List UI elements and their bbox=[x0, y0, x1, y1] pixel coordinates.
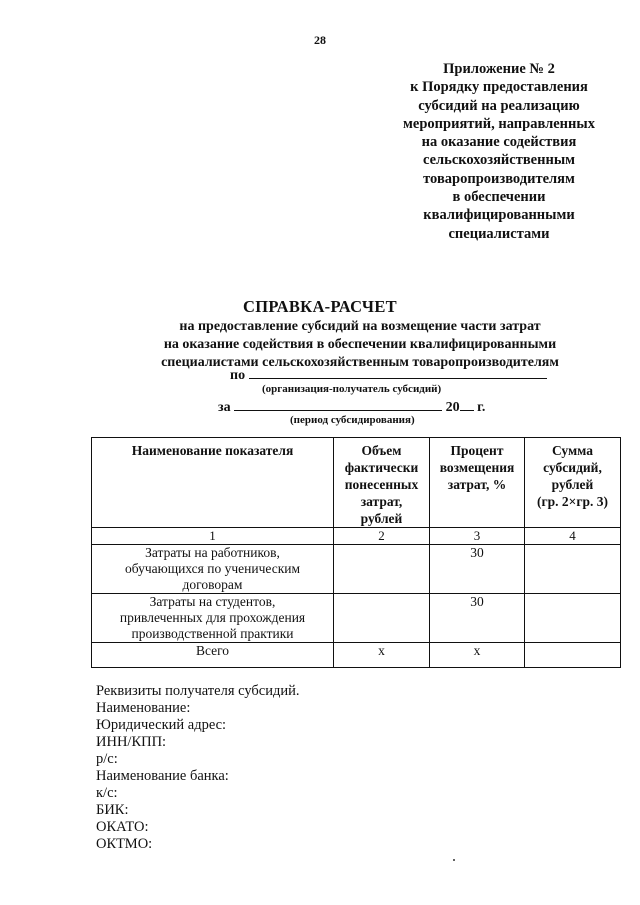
header-indicator-name: Наименование показателя bbox=[92, 438, 334, 528]
requisite-oktmo: ОКТМО: bbox=[96, 836, 153, 852]
table-row bbox=[92, 545, 621, 594]
row-volume-cell[interactable] bbox=[334, 545, 430, 594]
appendix-line: Приложение № 2 bbox=[443, 61, 555, 77]
calculation-table bbox=[91, 437, 621, 668]
recipient-requisites bbox=[96, 683, 300, 853]
organization-hint: (организация-получатель субсидий) bbox=[262, 383, 442, 395]
requisite-settlement-account: р/с: bbox=[96, 751, 118, 767]
requisites-heading: Реквизиты получателя субсидий. bbox=[96, 683, 300, 699]
row-volume-cell[interactable] bbox=[334, 594, 430, 643]
total-volume-cell: х bbox=[334, 643, 430, 668]
appendix-block bbox=[374, 60, 624, 243]
appendix-line: специалистами bbox=[448, 225, 550, 242]
scan-speck bbox=[453, 859, 455, 861]
subtitle-line: специалистами сельскохозяйственным товаропроизводителям bbox=[161, 355, 559, 370]
table-row bbox=[92, 594, 621, 643]
appendix-line: к Порядку предоставления bbox=[410, 79, 588, 96]
row-sum-cell[interactable] bbox=[525, 545, 621, 594]
header-subsidy-sum: Сумма субсидий, рублей (гр. 2×гр. 3) bbox=[525, 438, 621, 528]
requisite-bik: БИК: bbox=[96, 802, 129, 818]
period-field[interactable] bbox=[234, 398, 442, 411]
header-reimbursement-percent: Процент возмещения затрат, % bbox=[430, 438, 525, 528]
organization-field[interactable] bbox=[249, 366, 547, 379]
requisite-okato: ОКАТО: bbox=[96, 819, 149, 835]
appendix-line: в обеспечении bbox=[452, 189, 546, 206]
column-number-row bbox=[92, 528, 621, 545]
row-indicator-name: Затраты на студентов, привлеченных для прохождения производственной практики bbox=[92, 594, 334, 643]
column-number: 4 bbox=[525, 528, 621, 545]
requisite-correspondent-account: к/с: bbox=[96, 785, 118, 801]
requisite-bank-name: Наименование банка: bbox=[96, 768, 229, 784]
total-percent-cell: х bbox=[430, 643, 525, 668]
table-total-row bbox=[92, 643, 621, 668]
requisite-name: Наименование: bbox=[96, 700, 191, 716]
year-field[interactable] bbox=[460, 398, 474, 411]
requisite-legal-address: Юридический адрес: bbox=[96, 717, 227, 733]
period-prefix: за bbox=[218, 400, 231, 415]
period-suffix: г. bbox=[477, 400, 486, 415]
subtitle-line: на предоставление субсидий на возмещение части затрат bbox=[179, 319, 541, 334]
column-number: 1 bbox=[92, 528, 334, 545]
appendix-line: сельскохозяйственным bbox=[422, 152, 576, 169]
header-actual-costs: Объем фактически понесенных затрат, рублей bbox=[334, 438, 430, 528]
organization-prefix: по bbox=[230, 368, 246, 383]
organization-line bbox=[230, 366, 547, 384]
subtitle-line: на оказание содействия в обеспечении квалифицированными bbox=[163, 337, 557, 352]
row-indicator-name: Затраты на работников, обучающихся по ученическим договорам bbox=[92, 545, 334, 594]
appendix-line: на оказание содействия bbox=[421, 134, 577, 151]
row-indicator-name: Всего bbox=[92, 643, 334, 668]
table-header-row bbox=[92, 438, 621, 528]
total-sum-cell[interactable] bbox=[525, 643, 621, 668]
column-number: 3 bbox=[430, 528, 525, 545]
document-subtitle bbox=[0, 318, 640, 372]
page-number: 28 bbox=[314, 33, 326, 47]
row-sum-cell[interactable] bbox=[525, 594, 621, 643]
appendix-line: субсидий на реализацию bbox=[418, 97, 580, 114]
row-percent-cell: 30 bbox=[430, 594, 525, 643]
document-title: СПРАВКА-РАСЧЕТ bbox=[243, 297, 397, 316]
column-number: 2 bbox=[334, 528, 430, 545]
appendix-line: мероприятий, направленных bbox=[403, 115, 595, 132]
appendix-line: товаропроизводителям bbox=[423, 170, 575, 187]
requisite-inn-kpp: ИНН/КПП: bbox=[96, 734, 167, 750]
period-hint: (период субсидирования) bbox=[290, 414, 415, 426]
period-year: 20 bbox=[445, 400, 460, 415]
row-percent-cell: 30 bbox=[430, 545, 525, 594]
appendix-line: квалифицированными bbox=[423, 207, 575, 224]
